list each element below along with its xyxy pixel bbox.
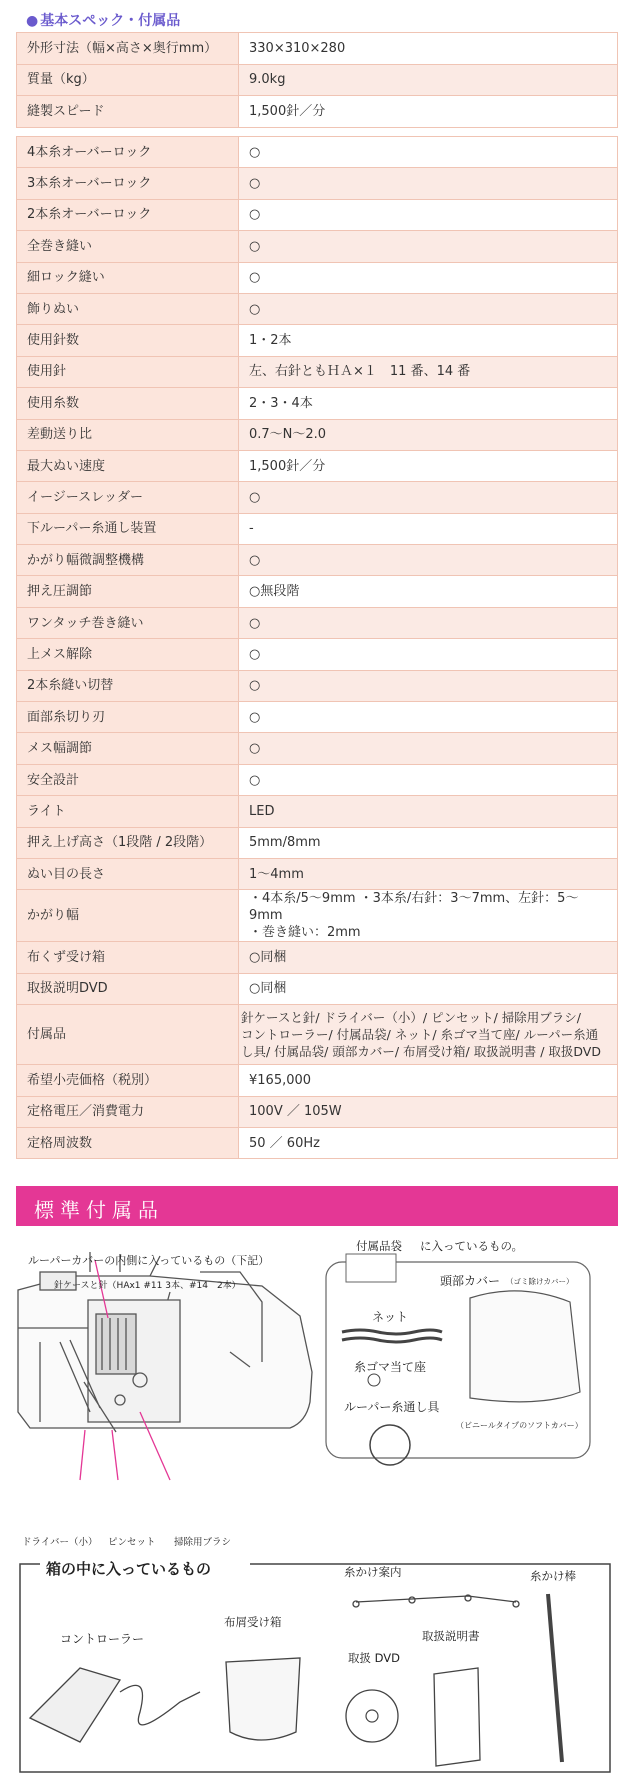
section-title-text: 基本スペック・付属品: [40, 13, 181, 29]
vinyl-note: （ビニールタイプのソフトカバー）: [456, 1421, 583, 1430]
spec-value: ○: [239, 293, 618, 324]
spec-value-line: ・4本糸/5～9mm ・3本糸/右針：3～7mm、左針：5～9mm: [249, 891, 579, 924]
spec-key: 上メス解除: [17, 639, 239, 670]
looper-cover-caption: ルーパーカバーの内側に入っているもの（下記）: [28, 1254, 270, 1267]
spec-row: [17, 168, 618, 199]
spec-value: 1,500針／分: [239, 450, 618, 481]
spec-key: 下ルーパー糸通し装置: [17, 513, 239, 544]
spec-key: 定格周波数: [17, 1127, 239, 1158]
waste-box-drawing: [226, 1658, 300, 1740]
spec-key: 付属品: [17, 1005, 239, 1065]
accessories-banner: [16, 1186, 618, 1226]
spec-value: ○同梱: [239, 942, 618, 973]
spec-key: 質量（kg）: [17, 64, 239, 96]
spec-value: 左、右針ともＨＡ×１ 11 番、14 番: [239, 356, 618, 387]
net-label: ネット: [372, 1310, 409, 1324]
spec-row: [17, 137, 618, 168]
spec-row: [17, 545, 618, 576]
waste-box-label: 布屑受け箱: [224, 1615, 282, 1629]
spec-row: [17, 64, 618, 96]
spec-value: ○: [239, 702, 618, 733]
spec-row: [17, 33, 618, 65]
spec-value: ○: [239, 482, 618, 513]
head-cover-note: （ゴミ除けカバー）: [506, 1277, 574, 1286]
driver-label: ドライバー（小）: [22, 1537, 98, 1548]
spec-key: 2本糸オーバーロック: [17, 199, 239, 230]
manual-drawing: [434, 1668, 480, 1766]
spec-value: 1・2本: [239, 325, 618, 356]
spec-value: ○: [239, 639, 618, 670]
spec-key: 使用糸数: [17, 388, 239, 419]
spec-row: [17, 764, 618, 795]
spec-value: ○: [239, 168, 618, 199]
spec-value-line: 針ケースと針/ ドライバー（小）/ ピンセット/ 掃除用ブラシ/: [241, 1010, 582, 1026]
spec-row: [17, 576, 618, 607]
spec-row: [17, 513, 618, 544]
spec-value: 9.0kg: [239, 64, 618, 96]
spec-key: 希望小売価格（税別）: [17, 1065, 239, 1096]
spec-key: かがり幅: [17, 890, 239, 942]
spec-value: 100V ／ 105W: [239, 1096, 618, 1127]
spec-value: 50 ／ 60Hz: [239, 1127, 618, 1158]
head-cover-label: 頭部カバー: [440, 1274, 501, 1288]
spec-row: [17, 890, 618, 942]
spec-key: 最大ぬい速度: [17, 450, 239, 481]
spec-value-line: し具/ 付属品袋/ 頭部カバー/ 布屑受け箱/ 取扱説明書 / 取扱DVD: [241, 1044, 601, 1060]
tweezers-label: ピンセット: [108, 1537, 156, 1548]
spec-row: [17, 356, 618, 387]
spec-key: 定格電圧／消費電力: [17, 1096, 239, 1127]
thread-guide-label: 糸かけ案内: [344, 1565, 402, 1579]
controller-label: コントローラー: [60, 1632, 145, 1646]
spec-value: 1～4mm: [239, 858, 618, 889]
spec-key: 安全設計: [17, 764, 239, 795]
spec-key: 使用針: [17, 356, 239, 387]
spec-row: [17, 942, 618, 973]
brush-label: 掃除用ブラシ: [174, 1537, 232, 1548]
spec-key: 外形寸法（幅×高さ×奥行mm）: [17, 33, 239, 65]
spec-key: 縫製スピード: [17, 96, 239, 128]
dvd-drawing: [346, 1690, 398, 1742]
bullet-dot-icon: ●: [26, 13, 39, 29]
spec-value: [239, 890, 618, 942]
spec-value: ○: [239, 199, 618, 230]
spec-row: [17, 450, 618, 481]
spec-row: [17, 827, 618, 858]
spec-key: 細ロック縫い: [17, 262, 239, 293]
spec-row: [17, 1127, 618, 1158]
spec-row: [17, 293, 618, 324]
spec-value: ○: [239, 545, 618, 576]
spec-key: 飾りぬい: [17, 293, 239, 324]
spec-key: 3本糸オーバーロック: [17, 168, 239, 199]
spec-key: 面部糸切り刃: [17, 702, 239, 733]
spec-row: [17, 670, 618, 701]
accessories-illustration: [0, 1232, 634, 1776]
spec-row: [17, 96, 618, 128]
spec-row: [17, 419, 618, 450]
basic-spec-table: [16, 32, 618, 128]
spec-value: 0.7～N～2.0: [239, 419, 618, 450]
spec-key: ぬい目の長さ: [17, 858, 239, 889]
box-contents-frame: [20, 1564, 610, 1772]
spec-row: [17, 262, 618, 293]
spec-value: -: [239, 513, 618, 544]
spec-key: 押え圧調節: [17, 576, 239, 607]
spec-row: [17, 1096, 618, 1127]
spec-row: [17, 1065, 618, 1096]
spec-row: [17, 199, 618, 230]
spec-key: 押え上げ高さ（1段階 / 2段階）: [17, 827, 239, 858]
spec-value: [239, 1005, 618, 1065]
spool-seat-label: 糸ゴマ当て座: [354, 1360, 427, 1374]
bag-caption-a: 付属品袋: [356, 1239, 402, 1253]
banner-title: 標準付属品: [34, 1198, 164, 1222]
spec-value: ○: [239, 670, 618, 701]
needle-case-label: 針ケースと針（HAx1 #11 3本、#14 2本）: [54, 1281, 241, 1291]
looper-threader-label: ルーパー糸通し具: [344, 1400, 440, 1414]
spec-row: [17, 796, 618, 827]
feature-spec-table: [16, 136, 618, 1159]
spec-key: イージースレッダー: [17, 482, 239, 513]
spec-row: [17, 388, 618, 419]
spec-key: 布くず受け箱: [17, 942, 239, 973]
spec-row: [17, 482, 618, 513]
spec-row: [17, 1005, 618, 1065]
spec-value: 5mm/8mm: [239, 827, 618, 858]
spec-key: ライト: [17, 796, 239, 827]
spec-key: 2本糸縫い切替: [17, 670, 239, 701]
spec-row: [17, 639, 618, 670]
spec-row: [17, 231, 618, 262]
spec-row: [17, 607, 618, 638]
spec-value-line: コントローラー/ 付属品袋/ ネット/ 糸ゴマ当て座/ ルーパー糸通: [241, 1027, 599, 1043]
spec-key: ワンタッチ巻き縫い: [17, 607, 239, 638]
spec-row: [17, 733, 618, 764]
spec-value: ○: [239, 137, 618, 168]
bag-caption-b: に入っているもの。: [420, 1239, 524, 1253]
accessories-drawing: [0, 1232, 634, 1776]
spec-value: ¥165,000: [239, 1065, 618, 1096]
spec-value: ○同梱: [239, 973, 618, 1004]
spec-key: 使用針数: [17, 325, 239, 356]
section-title: [26, 10, 180, 30]
thread-rod-label: 糸かけ棒: [530, 1569, 576, 1583]
accessory-bag-icon: [346, 1254, 396, 1282]
spec-row: [17, 973, 618, 1004]
spec-value: ○: [239, 231, 618, 262]
spec-value: LED: [239, 796, 618, 827]
spec-value: ○無段階: [239, 576, 618, 607]
spec-value: ○: [239, 764, 618, 795]
spec-value: 330×310×280: [239, 33, 618, 65]
head-cover-drawing: [470, 1291, 580, 1402]
manual-label: 取扱説明書: [422, 1629, 480, 1643]
spec-row: [17, 858, 618, 889]
spec-key: 取扱説明DVD: [17, 973, 239, 1004]
box-title: 箱の中に入っているもの: [46, 1560, 212, 1578]
spec-value: ○: [239, 607, 618, 638]
spec-row: [17, 702, 618, 733]
dvd-label: 取扱 DVD: [348, 1651, 401, 1665]
spec-key: メス幅調節: [17, 733, 239, 764]
spec-value-line: ・巻き縫い：2mm: [249, 925, 361, 941]
spec-value: 2・3・4本: [239, 388, 618, 419]
spec-key: かがり幅微調整機構: [17, 545, 239, 576]
spec-key: 差動送り比: [17, 419, 239, 450]
spec-value: 1,500針／分: [239, 96, 618, 128]
spec-value: ○: [239, 733, 618, 764]
spec-value: ○: [239, 262, 618, 293]
spec-key: 4本糸オーバーロック: [17, 137, 239, 168]
spec-row: [17, 325, 618, 356]
spec-key: 全巻き縫い: [17, 231, 239, 262]
